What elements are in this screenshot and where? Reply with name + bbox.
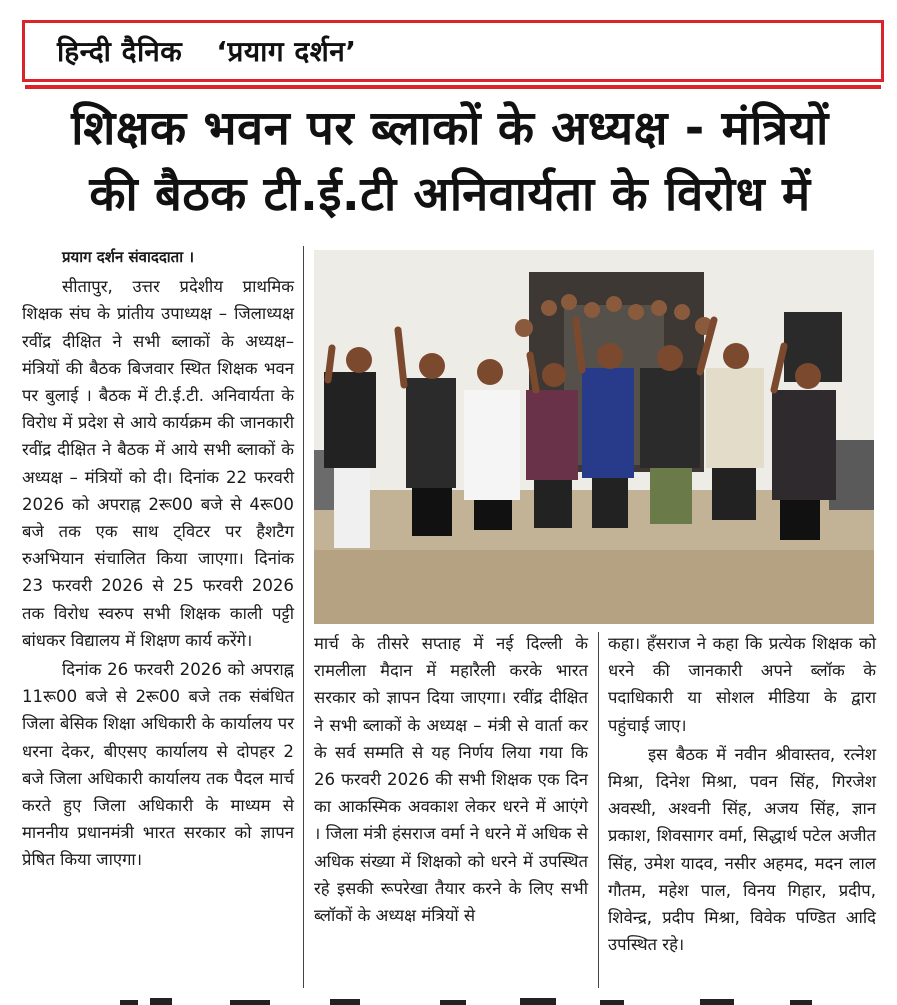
masthead <box>22 20 884 82</box>
paragraph: कहा। हँसराज ने कहा कि प्रत्येक शिक्षक को धरने की जानकारी अपने ब्लॉक के पदाधिकारी या सोशल मीडिया के द्वारा पहुंचाई जाए। <box>608 634 876 735</box>
article-column-2 <box>314 630 588 929</box>
group-photo <box>314 250 874 624</box>
masthead-underline <box>25 85 881 89</box>
cropped-text-strip <box>0 994 897 1005</box>
newspaper-name: ‘प्रयाग दर्शन’ <box>216 35 357 68</box>
article-column-3 <box>608 630 876 958</box>
paragraph: इस बैठक में नवीन श्रीवास्तव, रत्नेश मिश्रा, दिनेश मिश्रा, पवन सिंह, गिरजेश अवस्थी, अश्वनी सिंह, अजय सिंह, ज्ञान प्रकाश, शिवसागर वर्मा, सिद्धार्थ पटेल अजीत सिंह, उमेश यादव, नसीर अहमद, मदन लाल गौतम, महेश पाल, विनय गिहार, प्रदीप, शिवेन्द्र, प्रदीप मिश्रा, विवेक पण्डित आदि उपस्थित रहे। <box>608 744 876 955</box>
headline <box>20 96 880 228</box>
paragraph: दिनांक 26 फरवरी 2026 को अपराह्न 11रू00 बजे से 2रू00 बजे तक संबंधित जिला बेसिक शिक्षा अधिकारी के कार्यालय पर धरना देकर, बीएसए कार्यालय से दोपहर 2 बजे जिला अधिकारी कार्यालय तक पैदल मार्च करते हुए जिला अधिकारी के माध्यम से माननीय प्रधानमंत्री भारत सरकार को ज्ञापन प्रेषित किया जाएगा। <box>22 660 294 870</box>
column-divider <box>598 632 599 988</box>
next-headline-fragment <box>0 992 897 1005</box>
masthead-label: हिन्दी दैनिक <box>57 35 183 68</box>
article-column-1 <box>22 244 294 874</box>
column-divider <box>303 246 304 988</box>
paragraph: मार्च के तीसरे सप्ताह में नई दिल्ली के रामलीला मैदान में महारैली करके भारत सरकार को ज्ञापन दिया जाएगा। रवींद्र दीक्षित ने सभी ब्लाकों के अध्यक्ष – मंत्री से वार्ता कर के सर्व सम्मति से यह निर्णय लिया गया कि 26 फरवरी 2026 की सभी शिक्षक एक दिन का आकस्मिक अवकाश लेकर धरने में आएंगे । जिला मंत्री हंसराज वर्मा ने धरने में अधिक से अधिक संख्या में शिक्षको को धरने में उपस्थित रहे इसकी रूपरेखा तैयार करने के लिए सभी ब्लॉकों के अध्यक्ष मंत्रियों से <box>314 634 588 926</box>
headline-line-1: शिक्षक भवन पर ब्लाकों के अध्यक्ष - मंत्रियों <box>71 101 829 156</box>
paragraph: सीतापुर, उत्तर प्रदेशीय प्राथमिक शिक्षक संघ के प्रांतीय उपाध्यक्ष – जिलाध्यक्ष रवींद्र दीक्षित ने सभी ब्लाकों के अध्यक्ष– मंत्रियों की बैठक बिजवार स्थित शिक्षक भवन पर बुलाई । बैठक में टी.ई.टी. अनिवार्यता के विरोध में प्रदेश से आये कार्यक्रम की जानकारी रवींद्र दीक्षित ने बैठक में आये सभी ब्लाकों के अध्यक्ष – मंत्रियों को दी। दिनांक 22 फरवरी 2026 को अपराह्न 2रू00 बजे से 4रू00 बजे तक एक साथ ट्विटर पर हैशटैग रुअभियान संचालित किया जाएगा। दिनांक 23 फरवरी 2026 से 25 फरवरी 2026 तक विरोध स्वरुप सभी शिक्षक काली पट्टी बांधकर विद्यालय में शिक्षण कार्य करेंगे। <box>22 277 294 650</box>
group-photo-illustration <box>314 250 874 624</box>
headline-line-2: की बैठक टी.ई.टी अनिवार्यता के विरोध में <box>89 167 811 222</box>
byline: प्रयाग दर्शन संवाददाता । <box>62 248 195 266</box>
